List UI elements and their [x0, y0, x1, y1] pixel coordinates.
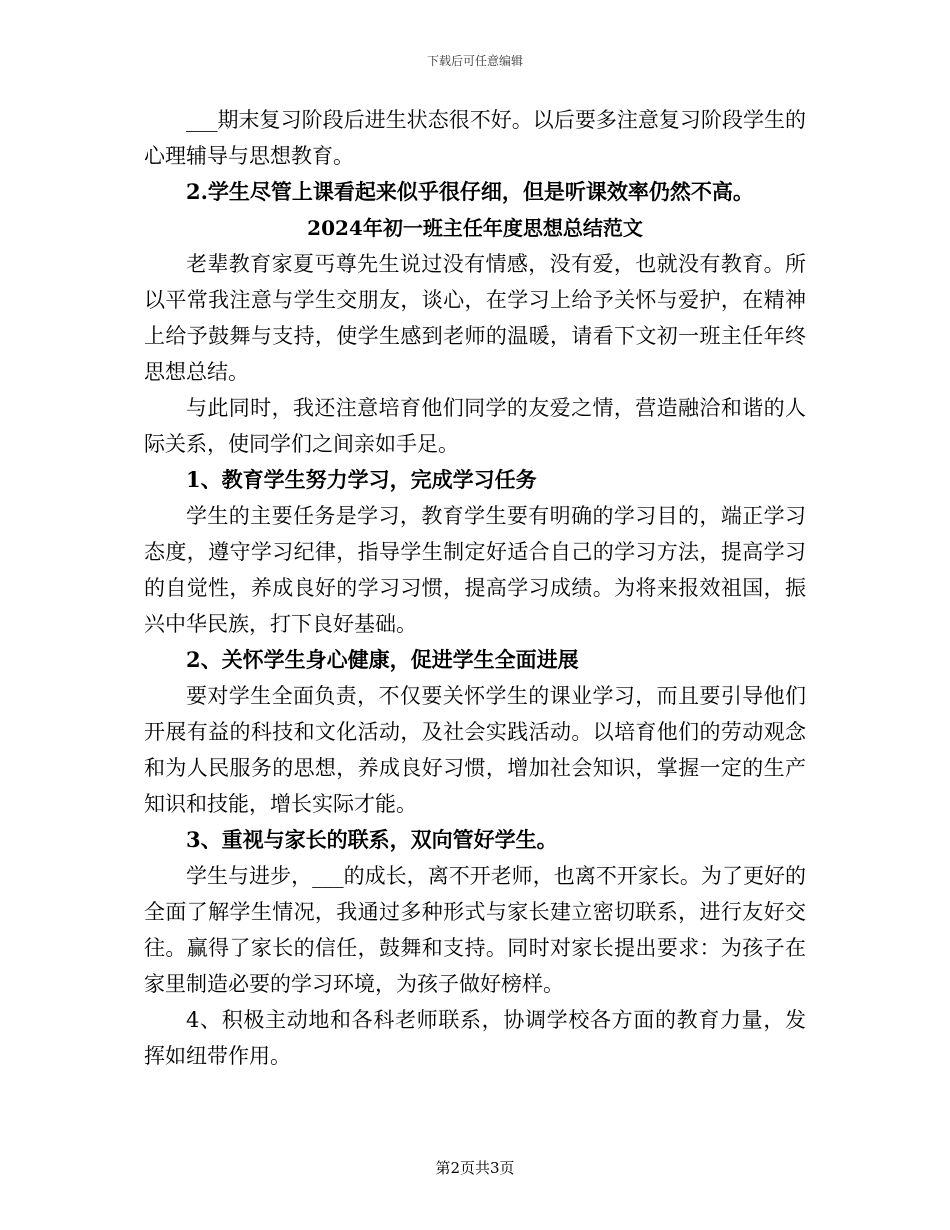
paragraph-section-1: 学生的主要任务是学习，教育学生要有明确的学习目的，端正学习态度，遵守学习纪律，指导学生制定好适合自己的学习方法，提高学习的自觉性，养成良好的学习习惯，提高学习成绩。为将来报效祖国，振兴中华民族，打下良好基础。: [144, 504, 806, 636]
heading-section-3: 3、重视与家长的联系，双向管好学生。: [186, 827, 558, 852]
paragraph-section-3: 学生与进步，___的成长，离不开老师，也离不开家长。为了更好的全面了解学生情况，我通过多种形式与家长建立密切联系，进行友好交往。赢得了家长的信任，鼓舞和支持。同时对家长提出要求：为孩子在家里制造必要的学习环境，为孩子做好榜样。: [144, 864, 806, 996]
paragraph-review-stage: ___期末复习阶段后进生状态很不好。以后要多注意复习阶段学生的心理辅导与思想教育。: [144, 108, 806, 168]
paragraph-friendship: 与此同时，我还注意培育他们同学的友爱之情，营造融洽和谐的人际关系，使同学们之间亲如手足。: [144, 396, 806, 456]
paragraph-introduction: 老辈教育家夏丐尊先生说过没有情感，没有爱，也就没有教育。所以平常我注意与学生交朋友，谈心，在学习上给予关怀与爱护，在精神上给予鼓舞与支持，使学生感到老师的温暖，请看下文初一班主任年终思想总结。: [144, 252, 806, 384]
heading-section-1: 1、教育学生努力学习，完成学习任务: [186, 467, 537, 492]
page-header: 下载后可任意编辑: [426, 54, 523, 68]
document-title: 2024年初一班主任年度思想总结范文: [307, 216, 643, 240]
page-number-footer: 第2页共3页: [435, 1159, 515, 1177]
paragraph-section-4: 4、积极主动地和各科老师联系，协调学校各方面的教育力量，发挥如纽带作用。: [144, 1008, 806, 1068]
heading-section-2: 2、关怀学生身心健康，促进学生全面进展: [186, 647, 579, 672]
paragraph-section-2: 要对学生全面负责，不仅要关怀学生的课业学习，而且要引导他们开展有益的科技和文化活动，及社会实践活动。以培育他们的劳动观念和为人民服务的思想，养成良好习惯，增加社会知识，掌握一定的生产知识和技能，增长实际才能。: [144, 684, 806, 816]
document-body: [144, 102, 806, 1074]
heading-listening-efficiency: 2.学生尽管上课看起来似乎很仔细，但是听课效率仍然不高。: [186, 179, 754, 204]
